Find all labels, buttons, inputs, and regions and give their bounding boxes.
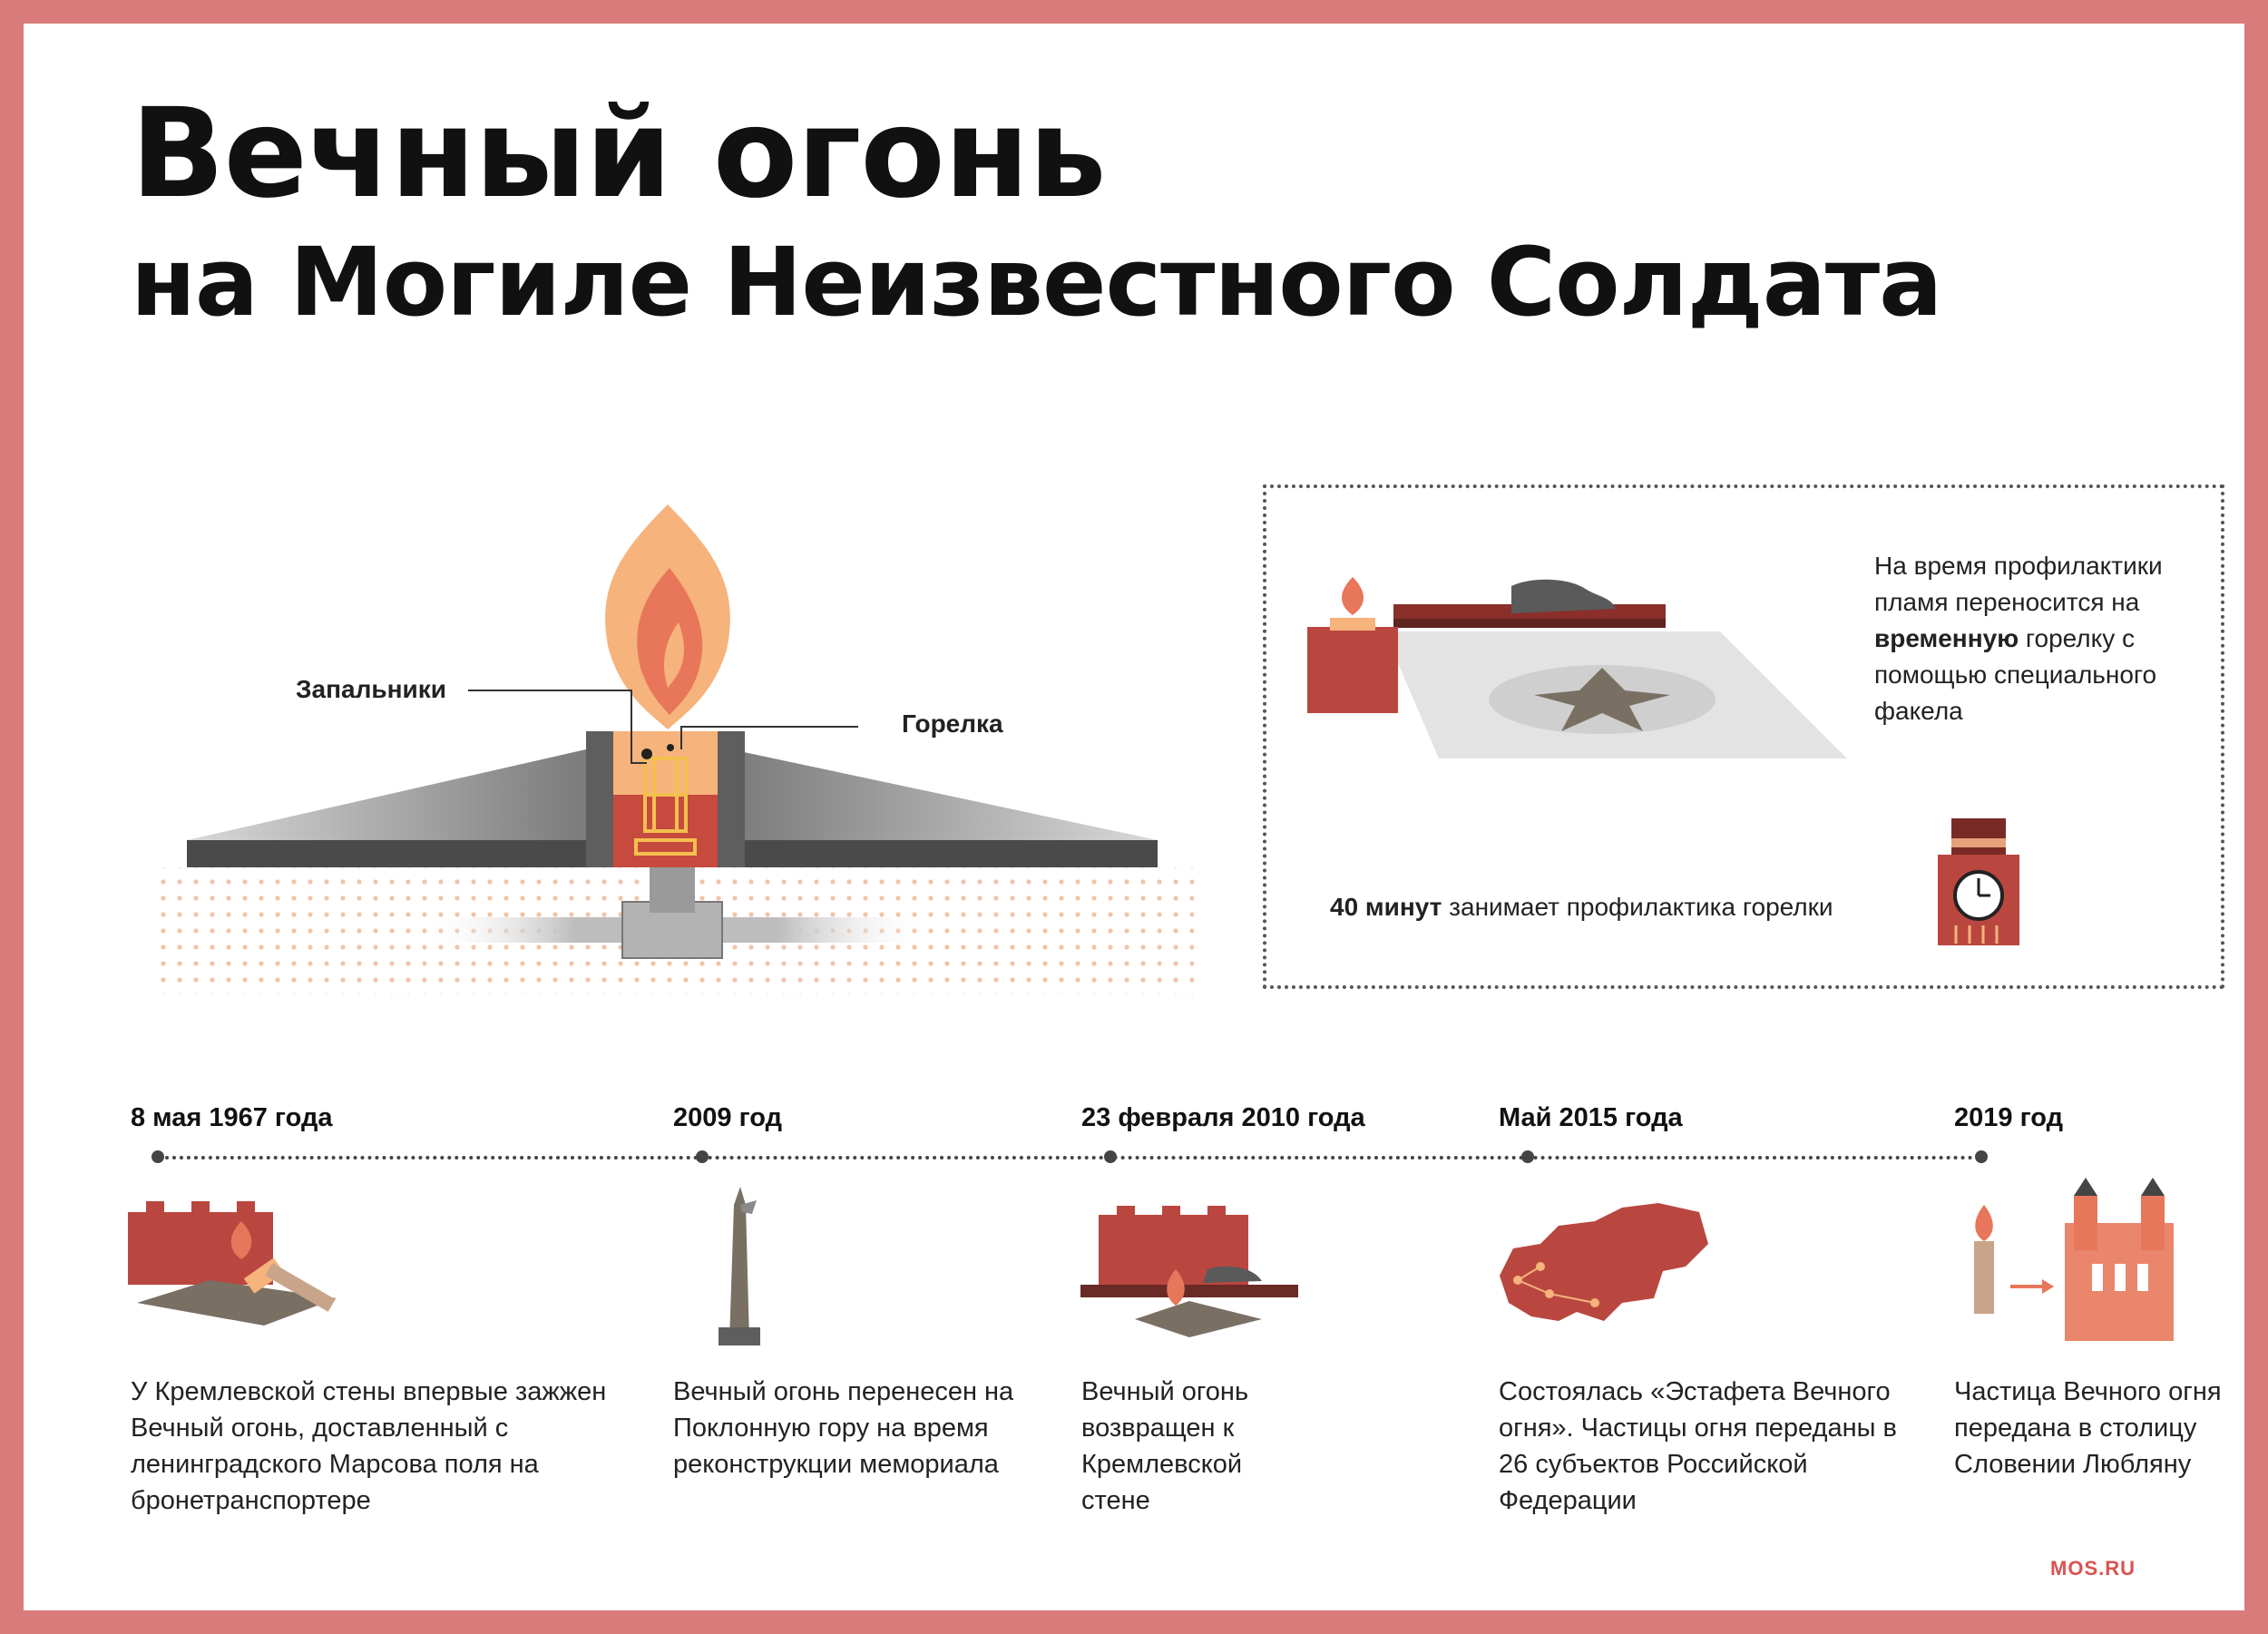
timeline-text-3: Вечный огонь возвращен к Кремлевской стене bbox=[1081, 1377, 1249, 1515]
timeline-date-1: 8 мая 1967 года bbox=[131, 1103, 333, 1132]
flame bbox=[605, 504, 730, 729]
maintenance-duration bbox=[1330, 893, 1833, 922]
timeline-date-5: 2019 год bbox=[1954, 1103, 2064, 1132]
label-burner: Горелка bbox=[902, 709, 1003, 738]
russia-map-icon bbox=[1495, 1194, 1713, 1339]
maintenance-text bbox=[1874, 548, 2201, 729]
timeline-text-4: Состоялась «Эстафета Вечного огня». Частицы огня переданы в 26 субъектов Российской Федерации bbox=[1499, 1377, 1897, 1515]
burner-housing-left bbox=[586, 731, 613, 867]
burner-housing-right bbox=[718, 731, 745, 867]
title-line-1: Вечный огонь bbox=[131, 83, 1106, 226]
igniter-dot bbox=[641, 749, 652, 759]
maintenance-text-part1: На время профилактики пламя переносится на bbox=[1874, 552, 2163, 616]
timeline-text-1: У Кремлевской стены впервые зажжен Вечный огонь, доставленный с ленинградского Марсова поля на бронетранспортере bbox=[131, 1377, 607, 1515]
timeline-dot-1 bbox=[152, 1150, 164, 1163]
ljubljana-cathedral-icon bbox=[1956, 1178, 2174, 1341]
page-title bbox=[131, 83, 1942, 338]
timeline-text-2: Вечный огонь перенесен на Поклонную гору на время реконструкции мемориала bbox=[673, 1377, 1014, 1479]
temporary-burner-illustration bbox=[1303, 577, 1847, 758]
duration-rest: занимает профилактика горелки bbox=[1442, 893, 1833, 921]
timeline-dot-5 bbox=[1975, 1150, 1988, 1163]
slab-left bbox=[187, 749, 586, 849]
timeline-text-5: Частица Вечного огня передана в столицу Словении Любляну bbox=[1954, 1377, 2222, 1479]
timeline-line bbox=[158, 1156, 1981, 1159]
timeline-dot-4 bbox=[1521, 1150, 1534, 1163]
poklonnaya-monument-icon bbox=[702, 1169, 775, 1350]
label-igniters: Запальники bbox=[296, 675, 446, 703]
timeline-date-4: Май 2015 года bbox=[1499, 1103, 1683, 1132]
clock-icon bbox=[1938, 818, 2019, 945]
maintenance-text-bold: временную bbox=[1874, 624, 2019, 652]
kremlin-wall-return-icon bbox=[1080, 1201, 1298, 1346]
kremlin-wall-fire-icon bbox=[128, 1194, 346, 1339]
duration-bold: 40 минут bbox=[1330, 893, 1442, 921]
timeline-dot-3 bbox=[1104, 1150, 1117, 1163]
maintenance-text-part2: горелку с помощью специального факела bbox=[1874, 624, 2157, 725]
burner-diagram bbox=[160, 486, 1203, 994]
mos-ru-logo[interactable]: MOS.RU bbox=[2050, 1557, 2136, 1580]
timeline-dot-2 bbox=[696, 1150, 709, 1163]
title-line-2: на Могиле Неизвестного Солдата bbox=[131, 226, 1942, 338]
timeline-date-3: 23 февраля 2010 года bbox=[1081, 1103, 1365, 1132]
slab-right bbox=[731, 749, 1158, 849]
timeline-date-2: 2009 год bbox=[673, 1103, 783, 1132]
